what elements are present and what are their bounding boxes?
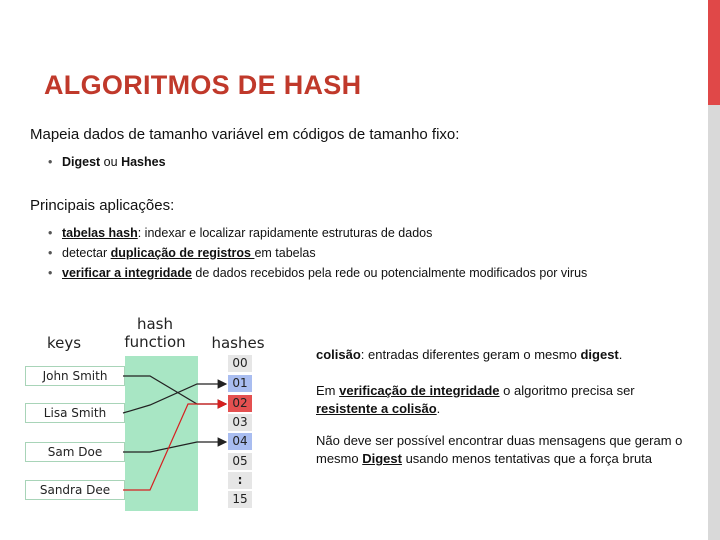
note-collision: [316, 346, 696, 364]
bucket-05: 05: [228, 453, 252, 470]
arrow-john-to-02: [123, 376, 226, 404]
term-verificacao: verificação de integridade: [339, 383, 500, 398]
key-sam-doe: Sam Doe: [25, 442, 125, 462]
note-text: o algoritmo precisa ser: [499, 383, 635, 398]
bucket-00: 00: [228, 355, 252, 372]
term-digest-note: digest: [580, 347, 619, 362]
term-colisao: colisão: [316, 347, 361, 362]
app-text: : indexar e localizar rapidamente estruturas de dados: [137, 226, 433, 240]
note-text: .: [436, 401, 441, 416]
note-text: .: [618, 347, 623, 362]
term-hashes: Hashes: [121, 155, 166, 169]
key-john-smith: John Smith: [25, 366, 125, 386]
hash-function-header: hash function: [124, 315, 186, 351]
intro-text: Mapeia dados de tamanho variável em códigos de tamanho fixo:: [30, 126, 460, 143]
arrow-lisa-to-01: [123, 384, 226, 413]
app-text: de dados recebidos pela rede ou potencialmente modificados por virus: [191, 266, 588, 280]
keys-header: keys: [46, 334, 82, 352]
bucket-02: 02: [228, 395, 252, 412]
bucket-04: 04: [228, 433, 252, 450]
bucket-15: 15: [228, 491, 252, 508]
key-lisa-smith: Lisa Smith: [25, 403, 125, 423]
note-brute-force: [316, 432, 696, 468]
bucket-03: 03: [228, 414, 252, 431]
bucket-ellipsis: :: [228, 472, 252, 489]
bucket-01: 01: [228, 375, 252, 392]
arrow-sam-to-04: [123, 442, 226, 452]
note-text: Não deve ser possível encontrar duas mensagens que geram o mesmo: [316, 433, 683, 466]
term-integridade: verificar a integridade: [62, 266, 192, 280]
note-text: : entradas diferentes geram o mesmo: [360, 347, 581, 362]
term-resistente: resistente a colisão: [316, 401, 437, 416]
key-sandra-dee: Sandra Dee: [25, 480, 125, 500]
term-tabelas-hash: tabelas hash: [62, 226, 138, 240]
mapping-arrows: [0, 0, 300, 540]
hash-diagram: [0, 0, 300, 540]
app-text: em tabelas: [254, 246, 316, 260]
term-digest-brute: Digest: [362, 451, 402, 466]
slide-title: ALGORITMOS DE HASH: [44, 70, 362, 100]
term-digest: Digest: [62, 155, 101, 169]
term-duplicacao: duplicação de registros: [110, 246, 255, 260]
note-integrity: [316, 382, 696, 418]
app-text: detectar: [62, 246, 111, 260]
apps-heading: Principais aplicações:: [30, 197, 175, 214]
note-text: Em: [316, 383, 340, 398]
connector-text: ou: [100, 155, 122, 169]
accent-bar-highlight: [708, 0, 720, 105]
note-text: usando menos tentativas que a força bruta: [401, 451, 653, 466]
hashes-header: hashes: [211, 334, 265, 352]
